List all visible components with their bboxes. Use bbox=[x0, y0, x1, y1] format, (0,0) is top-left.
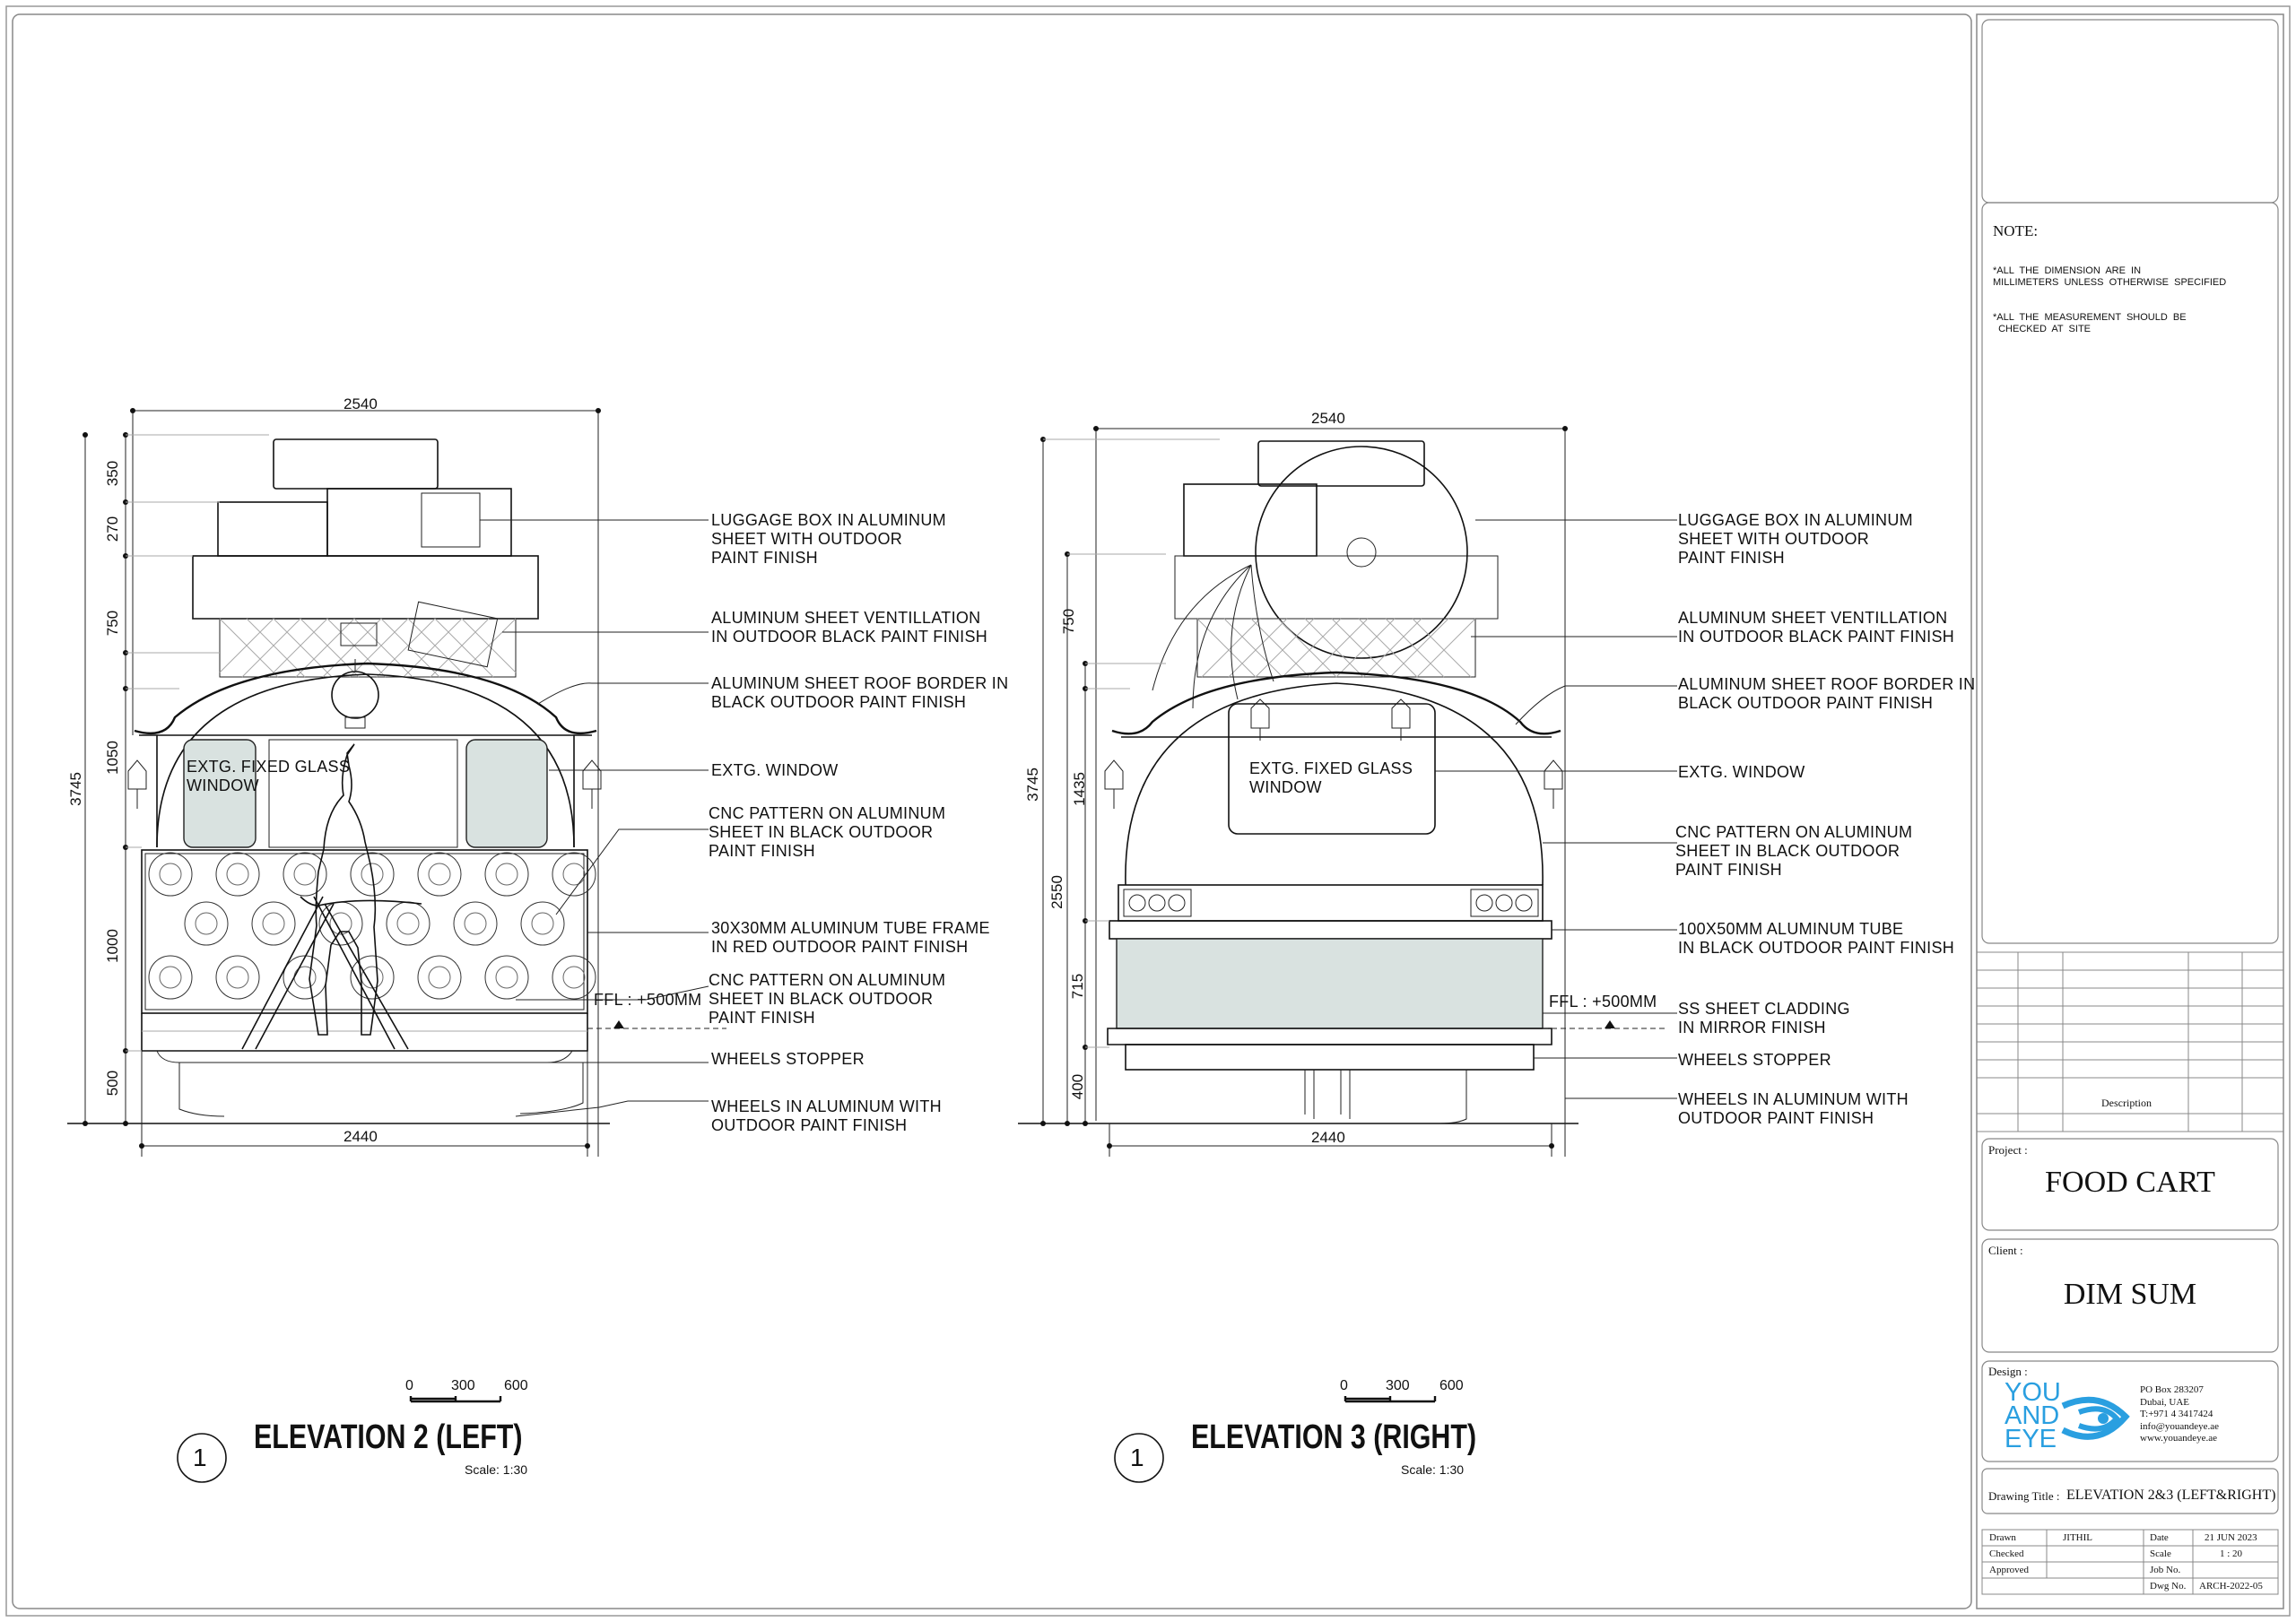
left-callout-number: 1 bbox=[193, 1444, 207, 1471]
right-total-height: 3745 bbox=[1023, 768, 1041, 802]
date-label: Date bbox=[2150, 1532, 2169, 1543]
right-scale-600: 600 bbox=[1439, 1378, 1464, 1393]
right-seg-2550: 2550 bbox=[1048, 875, 1065, 909]
dwg-value: ARCH-2022-05 bbox=[2199, 1581, 2263, 1592]
project-name: FOOD CART bbox=[2045, 1166, 2215, 1199]
left-seg-1050: 1050 bbox=[103, 741, 121, 775]
approved-label: Approved bbox=[1989, 1565, 2029, 1575]
left-seg-350: 350 bbox=[104, 460, 122, 487]
logo-text bbox=[2005, 1378, 2061, 1453]
right-label-2: ALUMINUM SHEET VENTILLATION IN OUTDOOR BLACK PAINT FINISH bbox=[1678, 609, 1955, 646]
left-label-5: CNC PATTERN ON ALUMINUM SHEET IN BLACK OUTDOOR PAINT FINISH bbox=[709, 804, 946, 860]
right-scale-note: Scale: 1:30 bbox=[1401, 1462, 1465, 1477]
right-label-3: ALUMINUM SHEET ROOF BORDER IN BLACK OUTDOOR PAINT FINISH bbox=[1678, 675, 1976, 712]
left-label-4: EXTG. WINDOW bbox=[711, 761, 839, 779]
right-label-7: SS SHEET CLADDING IN MIRROR FINISH bbox=[1678, 1000, 1850, 1037]
left-label-3: ALUMINUM SHEET ROOF BORDER IN BLACK OUTDOOR PAINT FINISH bbox=[711, 674, 1009, 711]
left-top-width: 2540 bbox=[344, 395, 378, 412]
right-label-5: CNC PATTERN ON ALUMINUM SHEET IN BLACK OUTDOOR PAINT FINISH bbox=[1675, 823, 1913, 879]
scale-value: 1 : 20 bbox=[2220, 1548, 2243, 1559]
left-label-9: WHEELS IN ALUMINUM WITH OUTDOOR PAINT FINISH bbox=[711, 1097, 942, 1134]
design-label: Design : bbox=[1988, 1365, 2028, 1378]
drawing-title-label: Drawing Title : bbox=[1988, 1489, 2060, 1503]
address-line: PO Box 283207 bbox=[2140, 1384, 2204, 1395]
note-2: *ALL THE MEASUREMENT SHOULD BE CHECKED AT SITE bbox=[1993, 312, 2187, 334]
right-label-6: 100X50MM ALUMINUM TUBE IN BLACK OUTDOOR PAINT FINISH bbox=[1678, 920, 1955, 957]
left-label-7: CNC PATTERN ON ALUMINUM SHEET IN BLACK OUTDOOR PAINT FINISH bbox=[709, 971, 946, 1027]
left-elevation-title: ELEVATION 2 (LEFT) bbox=[254, 1418, 523, 1456]
logo-you: YOU bbox=[2005, 1378, 2061, 1407]
note-heading: NOTE: bbox=[1993, 222, 2039, 239]
right-seg-750: 750 bbox=[1060, 608, 1078, 635]
left-label-1: LUGGAGE BOX IN ALUMINUM SHEET WITH OUTDOOR PAINT FINISH bbox=[711, 511, 946, 567]
job-label: Job No. bbox=[2150, 1565, 2181, 1575]
left-label-2: ALUMINUM SHEET VENTILLATION IN OUTDOOR BLACK PAINT FINISH bbox=[711, 609, 988, 646]
left-seg-1000: 1000 bbox=[103, 929, 121, 963]
drawn-label: Drawn bbox=[1989, 1532, 2016, 1543]
drawn-by: JITHIL bbox=[2063, 1532, 2092, 1543]
address-line: Dubai, UAE bbox=[2140, 1396, 2189, 1408]
address-web: www.youandeye.ae bbox=[2140, 1433, 2218, 1444]
left-scale-600: 600 bbox=[504, 1378, 528, 1393]
left-label-6: 30X30MM ALUMINUM TUBE FRAME IN RED OUTDOOR PAINT FINISH bbox=[711, 919, 990, 956]
right-label-8: WHEELS STOPPER bbox=[1678, 1051, 1831, 1069]
right-scale-300: 300 bbox=[1386, 1378, 1410, 1393]
right-ffl: FFL : +500MM bbox=[1549, 993, 1657, 1010]
date-value: 21 JUN 2023 bbox=[2205, 1532, 2257, 1543]
address-block bbox=[2140, 1384, 2219, 1445]
right-elevation-title: ELEVATION 3 (RIGHT) bbox=[1191, 1418, 1477, 1456]
logo-eye: EYE bbox=[2005, 1425, 2057, 1453]
client-name: DIM SUM bbox=[2063, 1278, 2197, 1311]
left-label-8: WHEELS STOPPER bbox=[711, 1050, 865, 1068]
right-callout-number: 1 bbox=[1130, 1444, 1144, 1471]
dwg-label: Dwg No. bbox=[2150, 1581, 2187, 1592]
scale-label: Scale bbox=[2150, 1548, 2171, 1559]
description-label: Description bbox=[2101, 1097, 2152, 1109]
left-scale-300: 300 bbox=[451, 1378, 475, 1393]
logo-and: AND bbox=[2005, 1401, 2060, 1430]
left-scale-0: 0 bbox=[405, 1378, 413, 1393]
right-label-4: EXTG. WINDOW bbox=[1678, 763, 1805, 781]
left-ffl: FFL : +500MM bbox=[594, 991, 702, 1009]
project-label: Project : bbox=[1988, 1143, 2028, 1157]
right-scale-0: 0 bbox=[1340, 1378, 1348, 1393]
drawing-title: ELEVATION 2&3 (LEFT&RIGHT) bbox=[2066, 1488, 2276, 1503]
left-glass-label: EXTG. FIXED GLASS WINDOW bbox=[187, 758, 351, 794]
right-label-1: LUGGAGE BOX IN ALUMINUM SHEET WITH OUTDOOR PAINT FINISH bbox=[1678, 511, 1913, 567]
left-seg-270: 270 bbox=[104, 516, 122, 542]
left-seg-500: 500 bbox=[104, 1070, 122, 1097]
left-scale-note: Scale: 1:30 bbox=[465, 1462, 528, 1477]
right-seg-1435: 1435 bbox=[1070, 772, 1088, 806]
right-seg-400: 400 bbox=[1069, 1073, 1087, 1100]
address-email: info@youandeye.ae bbox=[2140, 1420, 2220, 1432]
left-total-height: 3745 bbox=[66, 772, 84, 806]
left-bottom-width: 2440 bbox=[344, 1128, 378, 1145]
right-top-width: 2540 bbox=[1311, 410, 1345, 427]
client-label: Client : bbox=[1988, 1244, 2023, 1257]
right-bottom-width: 2440 bbox=[1311, 1129, 1345, 1146]
note-1: *ALL THE DIMENSION ARE IN MILLIMETERS UNLESS OTHERWISE SPECIFIED bbox=[1993, 265, 2227, 288]
right-label-9: WHEELS IN ALUMINUM WITH OUTDOOR PAINT FINISH bbox=[1678, 1090, 1909, 1127]
checked-label: Checked bbox=[1989, 1548, 2024, 1559]
address-line: T:+971 4 3417424 bbox=[2140, 1409, 2213, 1419]
right-seg-715: 715 bbox=[1069, 973, 1087, 1000]
left-seg-750: 750 bbox=[104, 610, 122, 637]
right-glass-label: EXTG. FIXED GLASS WINDOW bbox=[1249, 759, 1413, 796]
